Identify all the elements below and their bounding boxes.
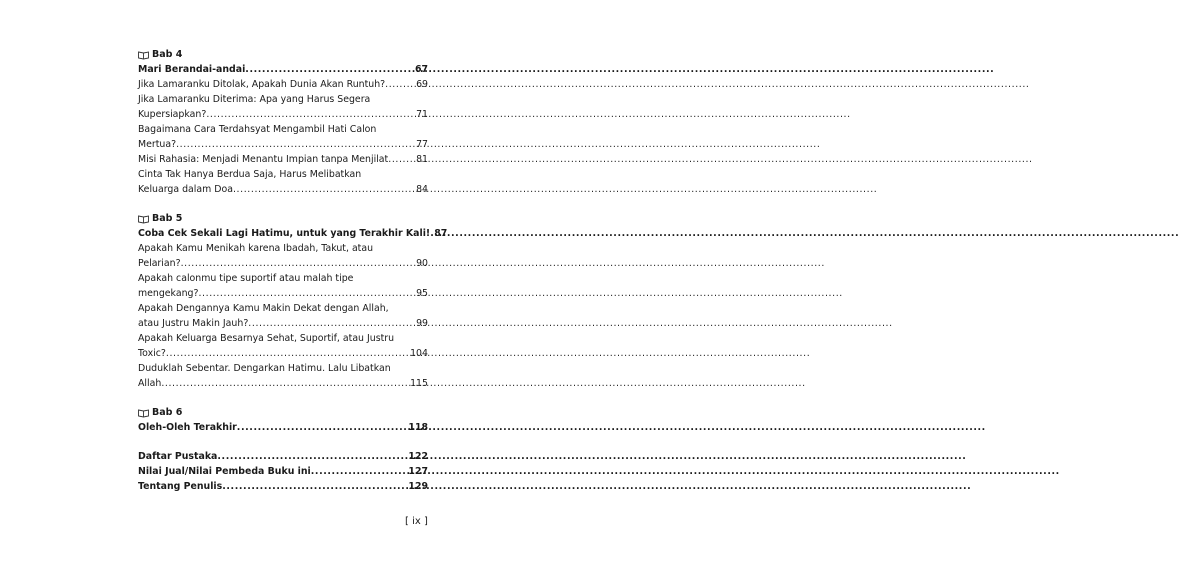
- entry-text: Toxic?: [138, 348, 166, 359]
- chapter-6-label: Bab 6: [152, 407, 183, 418]
- dot-leader: [222, 479, 408, 494]
- dot-leader: [206, 107, 416, 122]
- dot-leader: [233, 182, 416, 197]
- entry-text: Kupersiapkan?: [138, 109, 207, 120]
- dot-leader: [245, 62, 415, 77]
- toc-entry: [138, 301, 428, 331]
- dot-leader: [385, 77, 416, 92]
- entry-text: mengekang?: [138, 288, 199, 299]
- page-number: 115: [410, 378, 428, 389]
- chapter-title: Mari Berandai-andai: [138, 64, 246, 75]
- entry-text: atau Justru Makin Jauh?: [138, 318, 249, 329]
- entry-text: Bagaimana Cara Terdahsyat Mengambil Hati Calon: [138, 124, 377, 135]
- back-matter-row: [138, 464, 428, 479]
- toc-entry: [138, 271, 428, 301]
- page-number: 84: [416, 184, 428, 195]
- dot-leader: [217, 449, 408, 464]
- entry-text: Cinta Tak Hanya Berdua Saja, Harus Melibatkan: [138, 169, 362, 180]
- chapter-4-title-row: [138, 62, 428, 77]
- entry-text: Mertua?: [138, 139, 177, 150]
- chapter-4-label: Bab 4: [152, 49, 183, 60]
- entry-text: Apakah Kamu Menikah karena Ibadah, Takut, atau: [138, 243, 374, 254]
- dot-leader: [176, 137, 416, 152]
- open-book-icon: [138, 409, 149, 417]
- back-matter-row: [138, 479, 428, 494]
- dot-leader: [161, 376, 410, 391]
- back-matter-section: [138, 449, 428, 494]
- toc-entry: [138, 152, 428, 167]
- chapter-5-label: Bab 5: [152, 213, 183, 224]
- chapter-title: Coba Cek Sekali Lagi Hatimu, untuk yang Terakhir Kali!: [138, 228, 431, 239]
- dot-leader: [166, 346, 410, 361]
- page-number: 67: [414, 64, 428, 75]
- page-number: 87: [434, 228, 448, 239]
- page-number: 118: [408, 422, 428, 433]
- dot-leader: [181, 256, 417, 271]
- dot-leader: [237, 420, 409, 435]
- chapter-5-header: [138, 211, 428, 226]
- table-of-contents: [138, 47, 448, 494]
- back-matter-title: Nilai Jual/Nilai Pembeda Buku ini: [138, 466, 311, 477]
- chapter-5-title-row: [138, 226, 448, 241]
- open-book-icon: [138, 51, 149, 59]
- entry-text: Apakah Dengannya Kamu Makin Dekat dengan Allah,: [138, 303, 389, 314]
- entry-text: Apakah calonmu tipe suportif atau malah tipe: [138, 273, 354, 284]
- open-book-icon: [138, 215, 149, 223]
- page-number: 129: [408, 481, 428, 492]
- back-matter-title: Daftar Pustaka: [138, 451, 218, 462]
- toc-entry: [138, 361, 428, 391]
- entry-text: Allah: [138, 378, 162, 389]
- entry-text: Apakah Keluarga Besarnya Sehat, Suportif, atau Justru: [138, 333, 395, 344]
- chapter-5-section: [138, 211, 448, 391]
- entry-text: Misi Rahasia: Menjadi Menantu Impian tanpa Menjilat: [138, 154, 389, 165]
- page-number: 69: [416, 79, 428, 90]
- entry-text: Jika Lamaranku Ditolak, Apakah Dunia Akan Runtuh?: [138, 79, 386, 90]
- entry-text: Jika Lamaranku Diterima: Apa yang Harus Segera: [138, 94, 371, 105]
- toc-entry: [138, 122, 428, 152]
- page-number: 90: [416, 258, 428, 269]
- dot-leader: [248, 316, 416, 331]
- dot-leader: [198, 286, 416, 301]
- toc-entry: [138, 241, 428, 271]
- entry-text: Keluarga dalam Doa: [138, 184, 233, 195]
- chapter-title: Oleh-Oleh Terakhir: [138, 422, 237, 433]
- page-number: 77: [416, 139, 428, 150]
- page-number: 81: [416, 154, 428, 165]
- chapter-4-section: [138, 47, 428, 197]
- back-matter-row: [138, 449, 428, 464]
- page-folio: [ ix ]: [405, 516, 428, 527]
- entry-text: Pelarian?: [138, 258, 181, 269]
- dot-leader: [388, 152, 416, 167]
- chapter-6-header: [138, 405, 428, 420]
- chapter-4-header: [138, 47, 428, 62]
- toc-entry: [138, 92, 428, 122]
- toc-entry: [138, 167, 428, 197]
- page-number: 127: [408, 466, 428, 477]
- page-number: 95: [416, 288, 428, 299]
- back-matter-title: Tentang Penulis: [138, 481, 223, 492]
- page-number: 122: [408, 451, 428, 462]
- page-number: 104: [410, 348, 428, 359]
- toc-entry: [138, 331, 428, 361]
- entry-text: Duduklah Sebentar. Dengarkan Hatimu. Lalu Libatkan: [138, 363, 391, 374]
- toc-entry: [138, 77, 428, 92]
- chapter-6-title-row: [138, 420, 428, 435]
- page-number: 71: [416, 109, 428, 120]
- dot-leader: [311, 464, 409, 479]
- chapter-6-section: [138, 405, 428, 435]
- page-number: 99: [416, 318, 428, 329]
